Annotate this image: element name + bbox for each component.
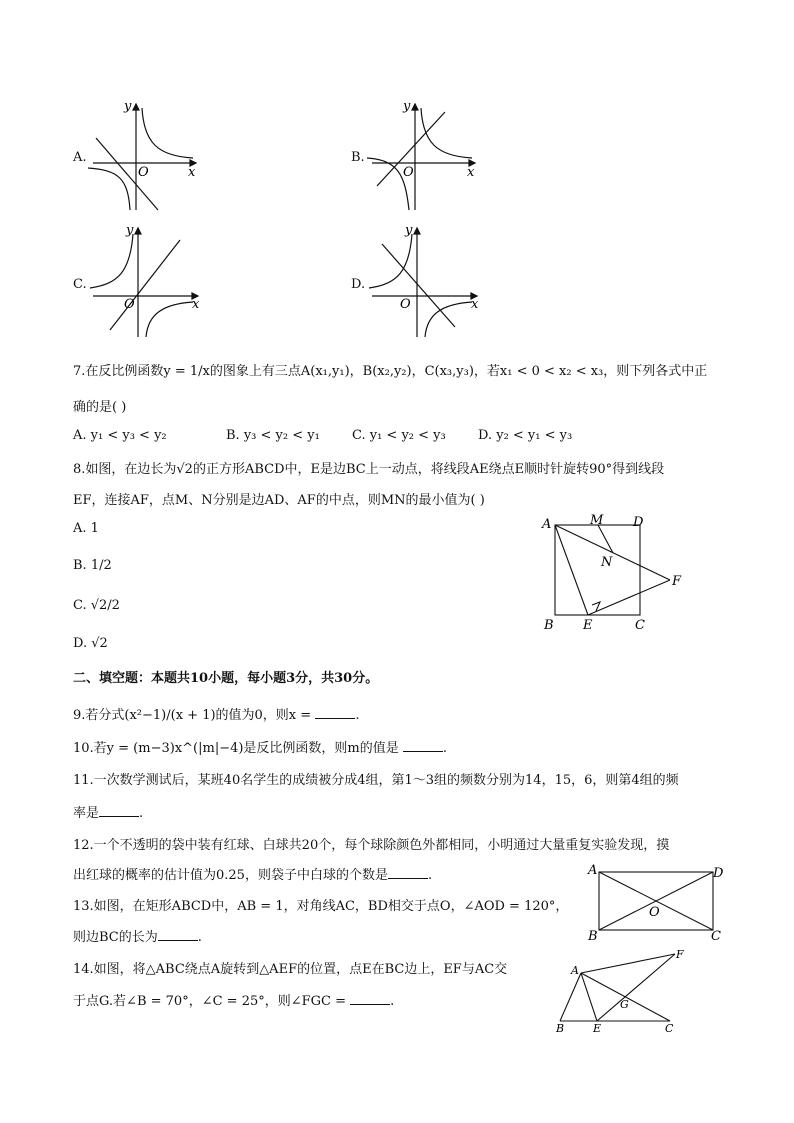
graph-b-origin: O xyxy=(403,165,414,180)
q8-fig-b: B xyxy=(544,618,554,633)
q8-fig-c: C xyxy=(635,618,645,633)
graph-a-origin: O xyxy=(138,165,149,180)
q8-fig-a: A xyxy=(542,517,552,532)
q12-stem-line2 xyxy=(73,864,432,883)
q8-fig-m: M xyxy=(590,513,604,528)
q7-option-d[interactable]: D. y₂ < y₁ < y₃ xyxy=(478,428,573,443)
q14-fig-c: C xyxy=(665,1022,674,1035)
q12-end: . xyxy=(427,868,433,883)
q14-rotation-figure xyxy=(550,946,700,1036)
q13-fig-c: C xyxy=(711,929,721,944)
q14-fig-e: E xyxy=(593,1022,602,1035)
q13-stem-line2 xyxy=(73,926,202,945)
q13-text: 则边BC的长为 xyxy=(73,930,158,945)
q11-text: 率是 xyxy=(73,806,100,821)
q12-text: 出红球的概率的估计值为0.25，则袋子中白球的个数是 xyxy=(73,868,388,883)
q12-answer-blank[interactable] xyxy=(388,866,428,879)
q13-fig-a: A xyxy=(588,863,598,878)
graph-option-a xyxy=(88,98,203,213)
q11-stem-line1: 11.一次数学测试后，某班40名学生的成绩被分成4组，第1～3组的频数分别为14，15，6，则第4组的频 xyxy=(73,773,679,788)
q7-stem-line1: 7.在反比例函数y = 1/x的图象上有三点A(x₁,y₁)，B(x₂,y₂)，C(x₃,y₃)，若x₁ < 0 < x₂ < x₃，则下列各式中正 xyxy=(73,364,708,379)
q12-stem-line1: 12.一个不透明的袋中装有红球、白球共20个，每个球除颜色外都相同，小明通过大量重复实验发现，摸 xyxy=(73,838,670,853)
q14-fig-g: G xyxy=(620,998,629,1011)
q13-end: . xyxy=(197,930,202,945)
q13-stem-line1: 13.如图，在矩形ABCD中，AB = 1，对角线AC，BD相交于点O，∠AOD = 120°， xyxy=(73,899,569,914)
q8-fig-e: E xyxy=(583,618,593,633)
graph-c-origin: O xyxy=(124,297,135,312)
graph-option-c xyxy=(88,222,206,340)
q14-end: . xyxy=(390,994,395,1009)
q8-square-figure xyxy=(535,510,695,635)
q9-stem xyxy=(73,704,359,723)
q7-option-b[interactable]: B. y₃ < y₂ < y₁ xyxy=(226,428,320,443)
q7-stem-line2: 确的是( ) xyxy=(73,400,127,415)
q10-stem xyxy=(73,737,447,756)
q10-text: 10.若y = (m−3)x^(|m|−4)是反比例函数，则m的值是 xyxy=(73,741,399,756)
q9-answer-blank[interactable] xyxy=(315,706,355,719)
q14-fig-f: F xyxy=(676,948,684,961)
graph-d-origin: O xyxy=(400,297,411,312)
graph-d-ylabel: y xyxy=(405,223,413,238)
q11-answer-blank[interactable] xyxy=(99,804,139,817)
q14-fig-b: B xyxy=(556,1022,565,1035)
q8-option-b[interactable]: B. 1/2 xyxy=(73,558,112,573)
q8-fig-d: D xyxy=(633,515,644,530)
section-2-heading: 二、填空题：本题共10小题，每小题3分，共30分。 xyxy=(73,671,379,686)
q14-answer-blank[interactable] xyxy=(350,992,390,1005)
graph-option-a-label[interactable]: A. xyxy=(73,150,87,165)
q8-option-a[interactable]: A. 1 xyxy=(73,521,99,536)
graph-option-b xyxy=(367,98,482,213)
q8-fig-f: F xyxy=(672,574,682,589)
q9-text: 9.若分式(x²−1)/(x + 1)的值为0，则x = xyxy=(73,708,312,723)
q10-end: . xyxy=(442,741,448,756)
q8-option-d[interactable]: D. √2 xyxy=(73,636,108,651)
q8-stem-line2: EF，连接AF，点M、N分别是边AD、AF的中点，则MN的最小值为( ) xyxy=(73,493,485,508)
graph-d-xlabel: x xyxy=(471,297,479,312)
q9-end: . xyxy=(355,708,360,723)
q13-fig-d: D xyxy=(713,866,724,881)
graph-a-xlabel: x xyxy=(188,165,196,180)
q8-option-c[interactable]: C. √2/2 xyxy=(73,598,120,613)
q14-stem-line1: 14.如图，将△ABC绕点A旋转到△AEF的位置，点E在BC边上，EF与AC交 xyxy=(73,962,508,977)
q13-answer-blank[interactable] xyxy=(158,928,198,941)
q8-fig-n: N xyxy=(601,555,613,570)
q13-fig-o: O xyxy=(649,905,660,920)
q11-end: . xyxy=(139,806,144,821)
q11-stem-line2 xyxy=(73,802,143,821)
graph-c-xlabel: x xyxy=(192,297,200,312)
q14-fig-a: A xyxy=(571,964,579,977)
graph-b-ylabel: y xyxy=(403,99,411,114)
graph-option-b-label[interactable]: B. xyxy=(351,150,365,165)
q7-option-c[interactable]: C. y₁ < y₂ < y₃ xyxy=(352,428,446,443)
graph-option-c-label[interactable]: C. xyxy=(73,277,87,292)
q14-stem-line2 xyxy=(73,990,394,1009)
graph-b-xlabel: x xyxy=(467,165,475,180)
graph-option-d xyxy=(367,222,485,340)
graph-c-ylabel: y xyxy=(126,223,134,238)
q10-answer-blank[interactable] xyxy=(403,739,443,752)
q13-rectangle-figure xyxy=(585,860,725,945)
q14-text: 于点G.若∠B = 70°，∠C = 25°，则∠FGC = xyxy=(73,994,347,1009)
q7-option-a[interactable]: A. y₁ < y₃ < y₂ xyxy=(73,428,167,443)
graph-option-d-label[interactable]: D. xyxy=(351,277,366,292)
graph-a-ylabel: y xyxy=(124,99,132,114)
q8-stem-line1: 8.如图，在边长为√2的正方形ABCD中，E是边BC上一动点，将线段AE绕点E顺时针旋转90°得到线段 xyxy=(73,462,665,477)
q13-fig-b: B xyxy=(588,929,598,944)
